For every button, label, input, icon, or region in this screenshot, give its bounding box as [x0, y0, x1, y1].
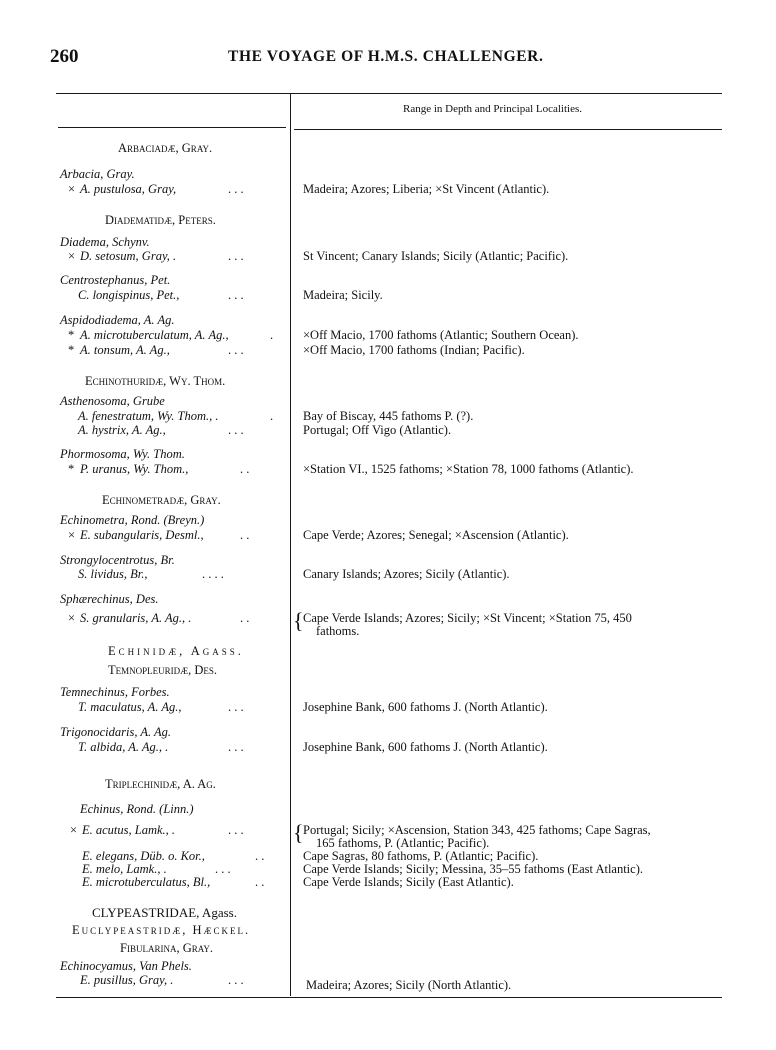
locality-text: Portugal; Off Vigo (Atlantic). — [303, 423, 452, 437]
leader-dots: . . . — [228, 288, 244, 302]
species-name: E. pusillus, Gray, . — [80, 973, 174, 987]
family-heading: Euclypeastridæ, Hæckel. — [72, 923, 251, 937]
table-row — [0, 972, 776, 992]
family-heading: Triplechinidæ, A. Ag. — [105, 777, 216, 791]
page-number: 260 — [50, 46, 79, 67]
table-row — [0, 874, 776, 890]
mark-symbol: × — [70, 823, 78, 837]
column-heading: Range in Depth and Principal Localities. — [403, 103, 583, 115]
mark-symbol: × — [68, 249, 76, 263]
subfamily-heading: Temnopleuridæ, Des. — [108, 663, 218, 677]
leader-dots: . . . — [228, 973, 244, 987]
locality-text: Josephine Bank, 600 fathoms J. (North Atlantic). — [303, 740, 548, 754]
locality-text: Cape Verde Islands; Sicily; Messina, 35–55 fathoms (East Atlantic). — [303, 862, 643, 876]
table-row — [0, 512, 776, 528]
mark-symbol: × — [68, 611, 76, 625]
family-heading: Echinometradæ, Gray. — [102, 493, 221, 507]
family-heading: Echinidæ, Agass. — [108, 644, 244, 658]
mark-symbol: * — [68, 462, 75, 476]
leader-dots: . . — [240, 611, 250, 625]
genus-name: Sphærechinus, Des. — [60, 592, 159, 606]
leader-dots: . — [270, 409, 274, 423]
species-name: E. melo, Lamk., . — [82, 862, 167, 876]
leader-dots: . . . — [228, 343, 244, 357]
genus-name: Strongylocentrotus, Br. — [60, 553, 175, 567]
genus-name: Centrostephanus, Pet. — [60, 273, 171, 287]
table-row — [0, 801, 776, 817]
locality-text: ×Station VI., 1525 fathoms; ×Station 78, 1000 fathoms (Atlantic). — [303, 462, 634, 476]
page-header — [0, 46, 776, 70]
brace-symbol: { — [293, 820, 304, 845]
leader-dots: . . . — [228, 423, 244, 437]
table-row — [0, 312, 776, 328]
locality-text: Madeira; Sicily. — [303, 288, 383, 302]
table-row — [0, 623, 776, 639]
table-row — [0, 527, 776, 543]
locality-text: Bay of Biscay, 445 fathoms P. (?). — [303, 409, 474, 423]
table-row — [0, 684, 776, 700]
leader-dots: . . . . — [202, 567, 224, 581]
species-name: E. subangularis, Desml., — [80, 528, 204, 542]
species-name: A. fenestratum, Wy. Thom., . — [78, 409, 219, 423]
running-title: THE VOYAGE OF H.M.S. CHALLENGER. — [228, 48, 544, 65]
table-row — [0, 287, 776, 303]
leader-dots: . — [270, 328, 274, 342]
table-row — [0, 422, 776, 438]
species-name: A. pustulosa, Gray, — [80, 182, 177, 196]
leader-dots: . . — [240, 528, 250, 542]
species-name: S. lividus, Br., — [78, 567, 148, 581]
locality-text: 165 fathoms, P. (Atlantic; Pacific). — [316, 836, 490, 850]
table-row — [0, 724, 776, 740]
table-row — [0, 342, 776, 358]
species-name: P. uranus, Wy. Thom., — [80, 462, 189, 476]
genus-name: Diadema, Schynv. — [60, 235, 150, 249]
right-heading-rule — [294, 129, 722, 130]
leader-dots: . . — [240, 462, 250, 476]
genus-name: Temnechinus, Forbes. — [60, 685, 170, 699]
locality-text: Cape Verde; Azores; Senegal; ×Ascension (Atlantic). — [303, 528, 569, 542]
family-heading: Diadematidæ, Peters. — [105, 213, 216, 227]
genus-name: Trigonocidaris, A. Ag. — [60, 725, 172, 739]
subfamily-heading: Fibularina, Gray. — [120, 941, 214, 955]
locality-text: St Vincent; Canary Islands; Sicily (Atlantic; Pacific). — [303, 249, 569, 263]
locality-text: fathoms. — [316, 624, 360, 638]
leader-dots: . . . — [215, 862, 231, 876]
table-row — [0, 739, 776, 755]
mark-symbol: × — [68, 528, 76, 542]
mark-symbol: * — [68, 328, 75, 342]
table-row — [0, 181, 776, 197]
leader-dots: . . . — [228, 249, 244, 263]
table-row — [0, 446, 776, 462]
leader-dots: . . — [255, 849, 265, 863]
table-bottom-rule — [56, 997, 722, 998]
order-heading: CLYPEASTRIDAE, Agass. — [92, 905, 237, 920]
table-row — [0, 327, 776, 343]
locality-text: Madeira; Azores; Liberia; ×St Vincent (Atlantic). — [303, 182, 550, 196]
species-name: T. maculatus, A. Ag., — [78, 700, 182, 714]
locality-text: Cape Sagras, 80 fathoms, P. (Atlantic; Pacific). — [303, 849, 539, 863]
leader-dots: . . — [255, 875, 265, 889]
table-row — [0, 461, 776, 477]
genus-name: Asthenosoma, Grube — [60, 394, 165, 408]
species-name: A. hystrix, A. Ag., — [78, 423, 166, 437]
locality-text: Portugal; Sicily; ×Ascension, Station 343, 425 fathoms; Cape Sagras, — [303, 823, 651, 837]
leader-dots: . . . — [228, 823, 244, 837]
species-name: A. tonsum, A. Ag., — [80, 343, 170, 357]
locality-text: Cape Verde Islands; Azores; Sicily; ×St Vincent; ×Station 75, 450 — [303, 611, 632, 625]
locality-text: ×Off Macio, 1700 fathoms (Atlantic; Southern Ocean). — [303, 328, 579, 342]
leader-dots: . . . — [228, 700, 244, 714]
genus-name: Aspidodiadema, A. Ag. — [60, 313, 175, 327]
table-row — [0, 393, 776, 409]
mark-symbol: * — [68, 343, 75, 357]
mark-symbol: × — [68, 182, 76, 196]
species-name: A. microtuberculatum, A. Ag., — [80, 328, 229, 342]
left-heading-rule — [58, 127, 286, 128]
locality-text: Madeira; Azores; Sicily (North Atlantic). — [306, 978, 512, 992]
family-heading: Echinothuridæ, Wy. Thom. — [85, 374, 226, 388]
genus-name: Echinus, Rond. (Linn.) — [80, 802, 194, 816]
table-row — [0, 272, 776, 288]
locality-text: Cape Verde Islands; Sicily (East Atlantic). — [303, 875, 514, 889]
leader-dots: . . . — [228, 740, 244, 754]
table-row — [0, 699, 776, 715]
leader-dots: . . . — [228, 182, 244, 196]
species-name: E. elegans, Düb. o. Kor., — [82, 849, 205, 863]
family-heading: Arbaciadæ, Gray. — [118, 141, 213, 155]
locality-text: Canary Islands; Azores; Sicily (Atlantic). — [303, 567, 510, 581]
genus-name: Phormosoma, Wy. Thom. — [60, 447, 185, 461]
species-name: S. granularis, A. Ag., . — [80, 611, 192, 625]
table-row — [0, 566, 776, 582]
genus-name: Echinocyamus, Van Phels. — [60, 959, 192, 973]
species-name: E. acutus, Lamk., . — [82, 823, 176, 837]
locality-text: ×Off Macio, 1700 fathoms (Indian; Pacific). — [303, 343, 525, 357]
table-row — [0, 248, 776, 264]
locality-text: Josephine Bank, 600 fathoms J. (North Atlantic). — [303, 700, 548, 714]
table-top-rule — [56, 93, 722, 94]
genus-name: Arbacia, Gray. — [60, 167, 135, 181]
table-row — [0, 591, 776, 607]
species-name: C. longispinus, Pet., — [78, 288, 180, 302]
genus-name: Echinometra, Rond. (Breyn.) — [60, 513, 205, 527]
species-name: D. setosum, Gray, . — [80, 249, 177, 263]
species-name: T. albida, A. Ag., . — [78, 740, 169, 754]
species-name: E. microtuberculatus, Bl., — [82, 875, 211, 889]
table-row — [0, 166, 776, 182]
brace-symbol: { — [293, 608, 304, 633]
